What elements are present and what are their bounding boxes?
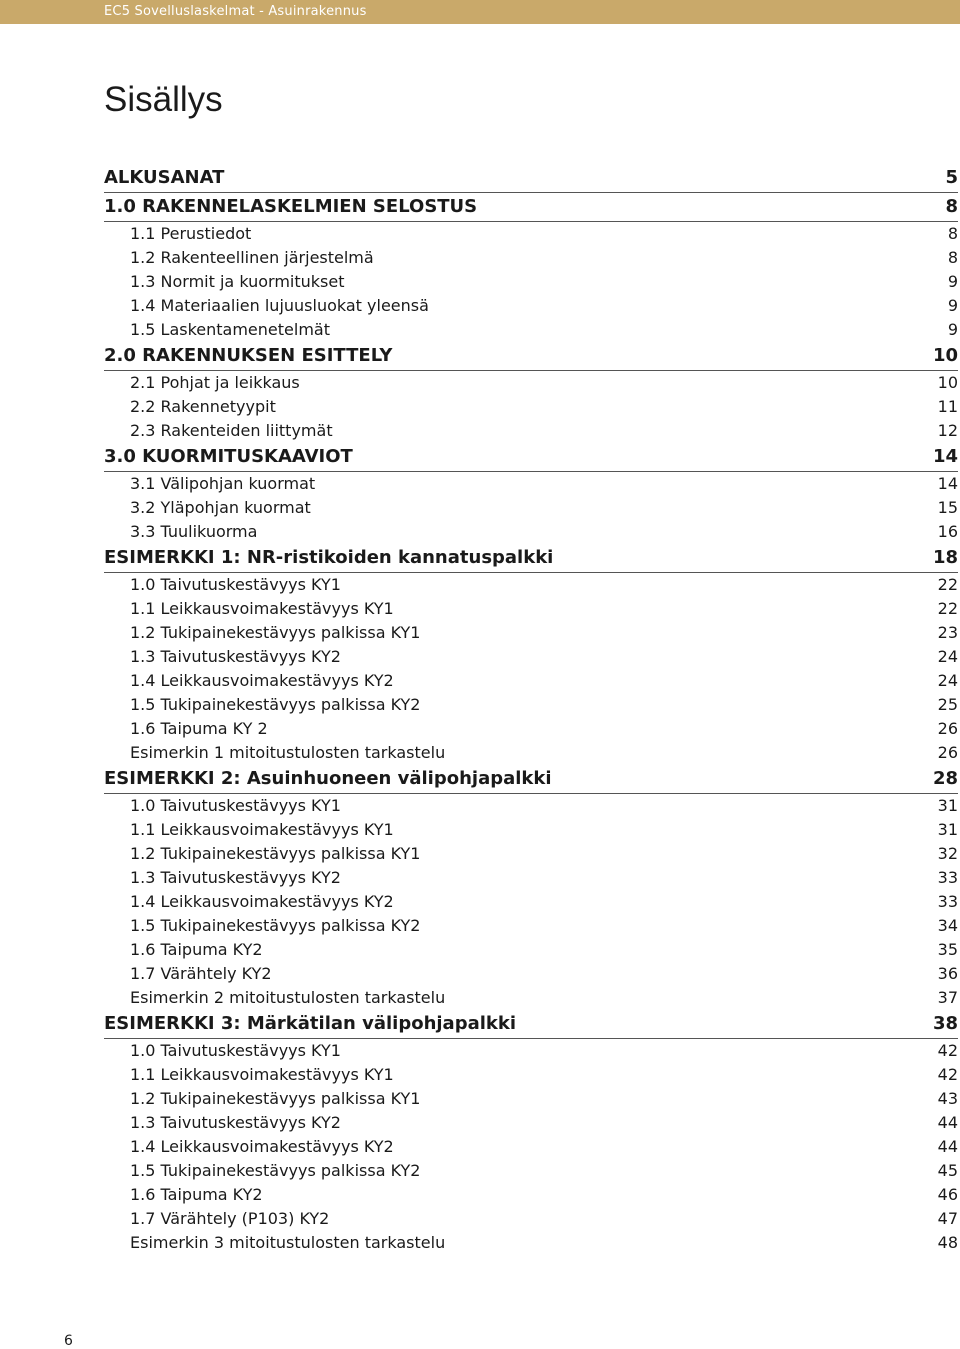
toc-entry-label: 1.4 Leikkausvoimakestävyys KY2 [130, 1137, 394, 1156]
toc-entry-label: 1.3 Taivutuskestävyys KY2 [130, 1113, 341, 1132]
toc-entry[interactable] [104, 794, 958, 818]
toc-entry[interactable] [104, 1207, 958, 1231]
toc-entry[interactable] [104, 986, 958, 1010]
toc-entry-label: Esimerkin 1 mitoitustulosten tarkastelu [130, 743, 446, 762]
toc-entry-page: 46 [937, 1185, 958, 1204]
toc-entry-label: 1.5 Tukipainekestävyys palkissa KY2 [130, 916, 421, 935]
toc-entry[interactable] [104, 669, 958, 693]
toc-entry-label: 1.7 Värähtely (P103) KY2 [130, 1209, 330, 1228]
toc-entry-label: 1.6 Taipuma KY2 [130, 1185, 263, 1204]
toc-entry-label: 2.1 Pohjat ja leikkaus [130, 373, 300, 392]
toc-entry-page: 33 [937, 868, 958, 887]
table-of-contents [104, 164, 958, 1255]
toc-entry-page: 18 [932, 547, 958, 568]
toc-entry-label: 1.6 Taipuma KY 2 [130, 719, 268, 738]
toc-entry-page: 26 [937, 743, 958, 762]
toc-entry-label: 1.4 Leikkausvoimakestävyys KY2 [130, 892, 394, 911]
toc-entry-label: 1.0 RAKENNELASKELMIEN SELOSTUS [104, 196, 478, 217]
toc-entry-label: 1.7 Värähtely KY2 [130, 964, 272, 983]
toc-entry-label: Esimerkin 3 mitoitustulosten tarkastelu [130, 1233, 446, 1252]
toc-entry[interactable] [104, 866, 958, 890]
toc-entry-page: 26 [937, 719, 958, 738]
toc-entry-label: 1.5 Laskentamenetelmät [130, 320, 330, 339]
toc-entry[interactable] [104, 1135, 958, 1159]
toc-entry-page: 15 [937, 498, 958, 517]
toc-section-heading[interactable] [104, 164, 958, 193]
toc-entry[interactable] [104, 818, 958, 842]
toc-entry-label: 1.3 Normit ja kuormitukset [130, 272, 345, 291]
toc-entry[interactable] [104, 890, 958, 914]
toc-entry-label: 2.2 Rakennetyypit [130, 397, 276, 416]
toc-entry-label: 1.5 Tukipainekestävyys palkissa KY2 [130, 1161, 421, 1180]
toc-entry-label: 3.1 Välipohjan kuormat [130, 474, 316, 493]
toc-entry[interactable] [104, 395, 958, 419]
toc-section-heading[interactable] [104, 1010, 958, 1039]
toc-entry-page: 37 [937, 988, 958, 1007]
toc-entry[interactable] [104, 741, 958, 765]
toc-entry-label: 1.0 Taivutuskestävyys KY1 [130, 575, 341, 594]
toc-section-heading[interactable] [104, 342, 958, 371]
toc-entry-label: 2.0 RAKENNUKSEN ESITTELY [104, 345, 393, 366]
toc-entry-page: 8 [945, 196, 958, 217]
toc-entry-page: 28 [932, 768, 958, 789]
toc-entry-label: 1.3 Taivutuskestävyys KY2 [130, 868, 341, 887]
toc-entry-page: 31 [937, 820, 958, 839]
toc-entry-label: 1.4 Materiaalien lujuusluokat yleensä [130, 296, 429, 315]
toc-entry-page: 14 [932, 446, 958, 467]
toc-entry-page: 10 [932, 345, 958, 366]
toc-entry-page: 42 [937, 1065, 958, 1084]
toc-entry-label: 1.1 Leikkausvoimakestävyys KY1 [130, 1065, 394, 1084]
toc-entry-page: 9 [947, 296, 958, 315]
toc-entry[interactable] [104, 496, 958, 520]
toc-entry-page: 36 [937, 964, 958, 983]
toc-entry-label: 3.2 Yläpohjan kuormat [130, 498, 311, 517]
toc-entry-label: Esimerkin 2 mitoitustulosten tarkastelu [130, 988, 446, 1007]
toc-entry-label: 3.0 KUORMITUSKAAVIOT [104, 446, 353, 467]
toc-entry[interactable] [104, 621, 958, 645]
toc-entry-page: 47 [937, 1209, 958, 1228]
toc-entry-page: 32 [937, 844, 958, 863]
toc-entry-page: 31 [937, 796, 958, 815]
toc-entry[interactable] [104, 914, 958, 938]
toc-section-heading[interactable] [104, 765, 958, 794]
toc-entry[interactable] [104, 318, 958, 342]
toc-entry[interactable] [104, 1183, 958, 1207]
toc-entry-label: ALKUSANAT [104, 167, 225, 188]
toc-entry[interactable] [104, 270, 958, 294]
toc-entry-label: 2.3 Rakenteiden liittymät [130, 421, 333, 440]
toc-entry-page: 14 [937, 474, 958, 493]
toc-entry-page: 33 [937, 892, 958, 911]
toc-section-heading[interactable] [104, 544, 958, 573]
toc-entry-page: 44 [937, 1113, 958, 1132]
toc-entry[interactable] [104, 645, 958, 669]
toc-entry[interactable] [104, 520, 958, 544]
page-number: 6 [64, 1333, 73, 1349]
toc-entry-label: ESIMERKKI 1: NR-ristikoiden kannatuspalkki [104, 547, 554, 568]
toc-entry[interactable] [104, 222, 958, 246]
page-title: Sisällys [104, 80, 223, 119]
toc-entry[interactable] [104, 1159, 958, 1183]
toc-entry-page: 10 [937, 373, 958, 392]
toc-entry-page: 34 [937, 916, 958, 935]
toc-entry-page: 25 [937, 695, 958, 714]
toc-entry[interactable] [104, 693, 958, 717]
toc-entry-page: 45 [937, 1161, 958, 1180]
toc-entry[interactable] [104, 717, 958, 741]
toc-entry-label: 3.3 Tuulikuorma [130, 522, 258, 541]
toc-entry-page: 8 [947, 224, 958, 243]
toc-entry[interactable] [104, 472, 958, 496]
toc-entry[interactable] [104, 246, 958, 270]
toc-entry-page: 35 [937, 940, 958, 959]
toc-entry[interactable] [104, 1039, 958, 1063]
toc-entry-page: 5 [945, 167, 958, 188]
header-text: EC5 Sovelluslaskelmat - Asuinrakennus [104, 4, 367, 19]
toc-entry-page: 22 [937, 599, 958, 618]
toc-entry-label: 1.3 Taivutuskestävyys KY2 [130, 647, 341, 666]
toc-entry-label: 1.2 Tukipainekestävyys palkissa KY1 [130, 1089, 421, 1108]
header-bar [0, 0, 960, 24]
toc-entry[interactable] [104, 1231, 958, 1255]
toc-entry-label: 1.1 Leikkausvoimakestävyys KY1 [130, 820, 394, 839]
toc-entry-page: 12 [937, 421, 958, 440]
toc-entry-page: 11 [937, 397, 958, 416]
toc-entry-page: 23 [937, 623, 958, 642]
toc-entry-page: 42 [937, 1041, 958, 1060]
toc-entry[interactable] [104, 1111, 958, 1135]
toc-entry-page: 9 [947, 272, 958, 291]
toc-entry-page: 16 [937, 522, 958, 541]
toc-entry[interactable] [104, 573, 958, 597]
toc-entry-label: 1.5 Tukipainekestävyys palkissa KY2 [130, 695, 421, 714]
toc-entry-page: 43 [937, 1089, 958, 1108]
toc-section-heading[interactable] [104, 193, 958, 222]
toc-entry-page: 24 [937, 671, 958, 690]
toc-entry-label: 1.1 Perustiedot [130, 224, 252, 243]
toc-entry-page: 22 [937, 575, 958, 594]
toc-entry-page: 9 [947, 320, 958, 339]
toc-entry-label: ESIMERKKI 2: Asuinhuoneen välipohjapalkki [104, 768, 552, 789]
toc-entry-label: 1.4 Leikkausvoimakestävyys KY2 [130, 671, 394, 690]
toc-entry-label: 1.2 Tukipainekestävyys palkissa KY1 [130, 623, 421, 642]
toc-entry-page: 38 [932, 1013, 958, 1034]
toc-entry[interactable] [104, 371, 958, 395]
toc-entry[interactable] [104, 842, 958, 866]
toc-entry-label: 1.0 Taivutuskestävyys KY1 [130, 796, 341, 815]
toc-entry-label: 1.1 Leikkausvoimakestävyys KY1 [130, 599, 394, 618]
toc-entry[interactable] [104, 1063, 958, 1087]
toc-entry[interactable] [104, 1087, 958, 1111]
toc-entry[interactable] [104, 597, 958, 621]
toc-entry-label: 1.2 Tukipainekestävyys palkissa KY1 [130, 844, 421, 863]
toc-entry-page: 48 [937, 1233, 958, 1252]
toc-entry[interactable] [104, 294, 958, 318]
toc-entry-label: 1.0 Taivutuskestävyys KY1 [130, 1041, 341, 1060]
toc-entry-page: 8 [947, 248, 958, 267]
toc-entry-label: 1.2 Rakenteellinen järjestelmä [130, 248, 374, 267]
toc-entry[interactable] [104, 419, 958, 443]
toc-entry-page: 24 [937, 647, 958, 666]
toc-section-heading[interactable] [104, 443, 958, 472]
toc-entry-label: 1.6 Taipuma KY2 [130, 940, 263, 959]
toc-entry[interactable] [104, 938, 958, 962]
toc-entry[interactable] [104, 962, 958, 986]
toc-entry-label: ESIMERKKI 3: Märkätilan välipohjapalkki [104, 1013, 517, 1034]
toc-entry-page: 44 [937, 1137, 958, 1156]
